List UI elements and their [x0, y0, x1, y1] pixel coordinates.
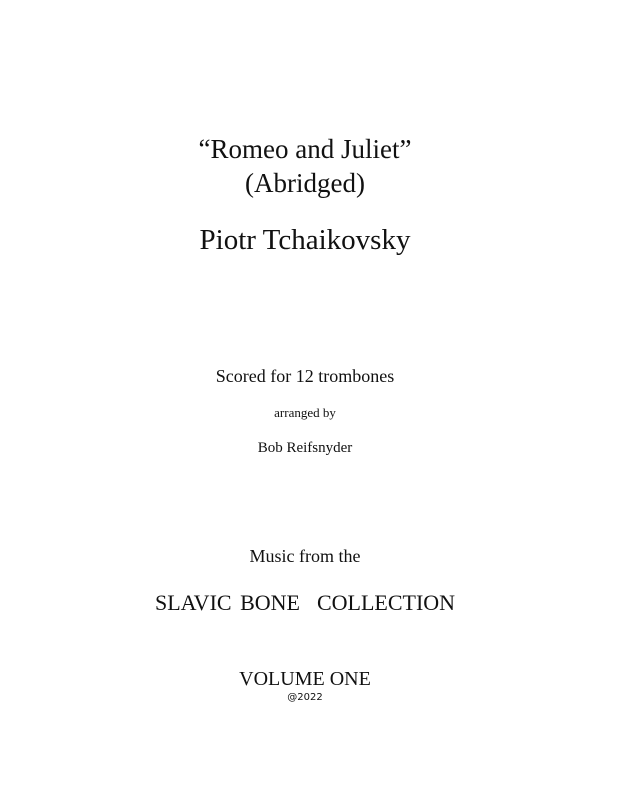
scoring: Scored for 12 trombones	[215, 366, 395, 386]
music-from: Music from the	[249, 546, 361, 566]
arranged-by-label: arranged by	[274, 405, 336, 420]
arranger: Bob Reifsnyder	[257, 440, 353, 456]
title: “Romeo and Juliet”	[198, 134, 412, 164]
composer: Piotr Tchaikovsky	[199, 224, 411, 256]
copyright: @2022	[287, 692, 323, 703]
volume: VOLUME ONE	[239, 668, 371, 690]
collection-name: SLAVIC BONE COLLECTION	[154, 590, 456, 615]
subtitle: (Abridged)	[245, 168, 365, 198]
